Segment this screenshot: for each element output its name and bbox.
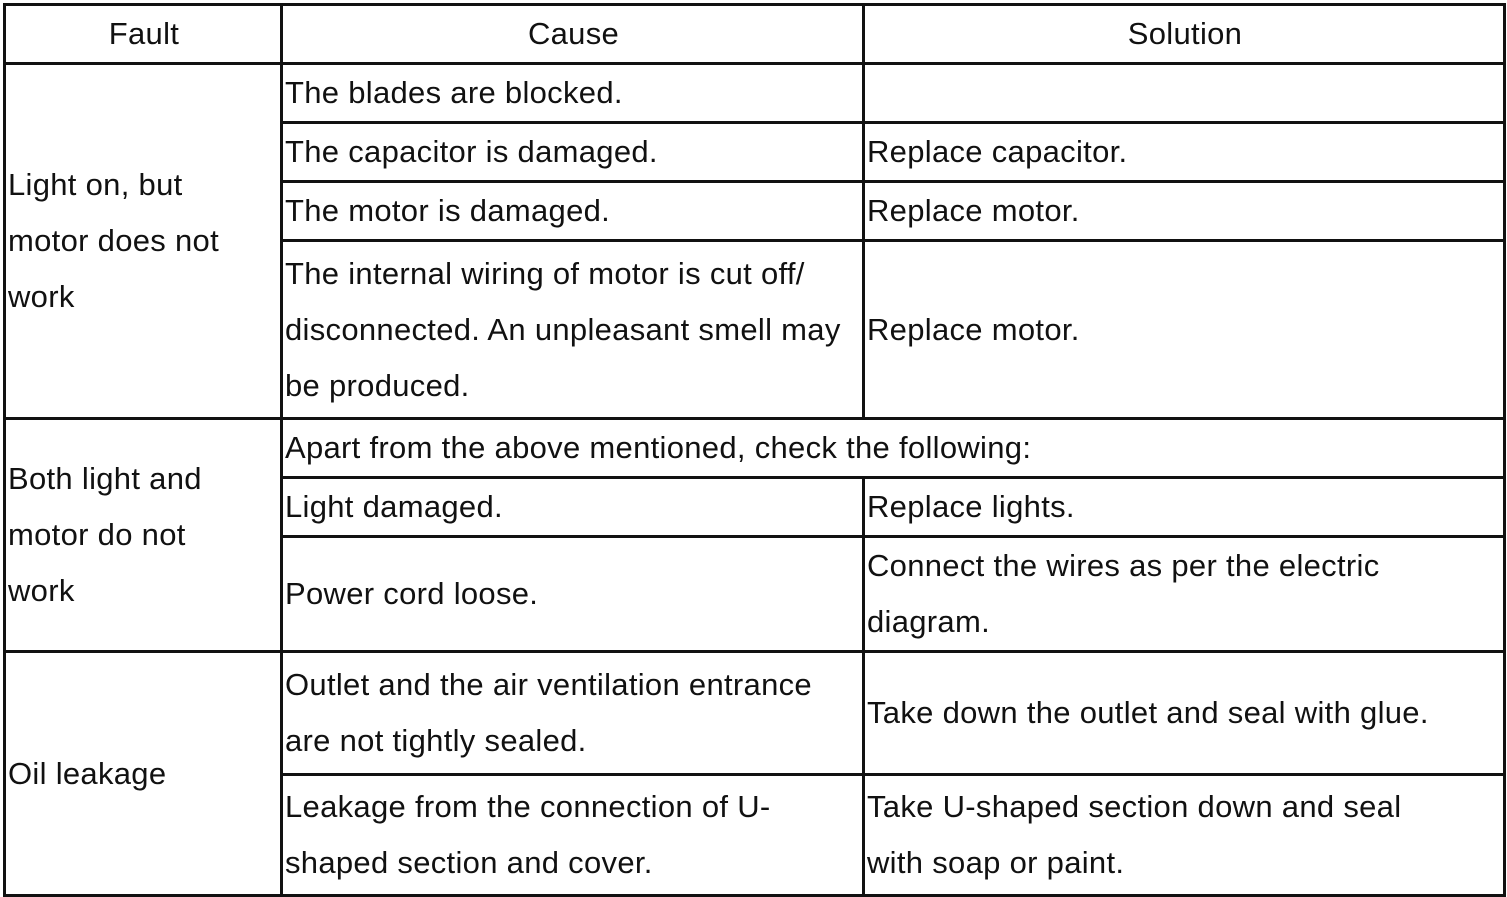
- fault-cell: Oil leakage: [5, 652, 282, 896]
- cause-cell: The internal wiring of motor is cut off/ disconnected. An unpleasant smell may be produced.: [282, 241, 864, 419]
- fault-cell: Both light and motor do not work: [5, 419, 282, 652]
- troubleshooting-table: [3, 3, 1506, 897]
- cause-cell: The blades are blocked.: [282, 64, 864, 123]
- solution-cell: Take U-shaped section down and seal with soap or paint.: [864, 775, 1505, 896]
- cause-cell: Power cord loose.: [282, 537, 864, 652]
- header-cause: Cause: [282, 5, 864, 64]
- cause-cell: The capacitor is damaged.: [282, 123, 864, 182]
- note-cell: Apart from the above mentioned, check the following:: [282, 419, 1505, 478]
- solution-cell: Replace capacitor.: [864, 123, 1505, 182]
- table-row: [5, 64, 1505, 123]
- cause-cell: Outlet and the air ventilation entrance are not tightly sealed.: [282, 652, 864, 775]
- solution-cell: Connect the wires as per the electric diagram.: [864, 537, 1505, 652]
- solution-cell: Replace lights.: [864, 478, 1505, 537]
- solution-cell: Replace motor.: [864, 182, 1505, 241]
- header-fault: Fault: [5, 5, 282, 64]
- fault-cell: Light on, but motor does not work: [5, 64, 282, 419]
- header-solution: Solution: [864, 5, 1505, 64]
- cause-cell: Light damaged.: [282, 478, 864, 537]
- solution-cell: Take down the outlet and seal with glue.: [864, 652, 1505, 775]
- solution-cell: Replace motor.: [864, 241, 1505, 419]
- header-row: [5, 5, 1505, 64]
- cause-cell: The motor is damaged.: [282, 182, 864, 241]
- cause-cell: Leakage from the connection of U-shaped section and cover.: [282, 775, 864, 896]
- solution-cell: [864, 64, 1505, 123]
- table-row: [5, 419, 1505, 478]
- table-row: [5, 652, 1505, 775]
